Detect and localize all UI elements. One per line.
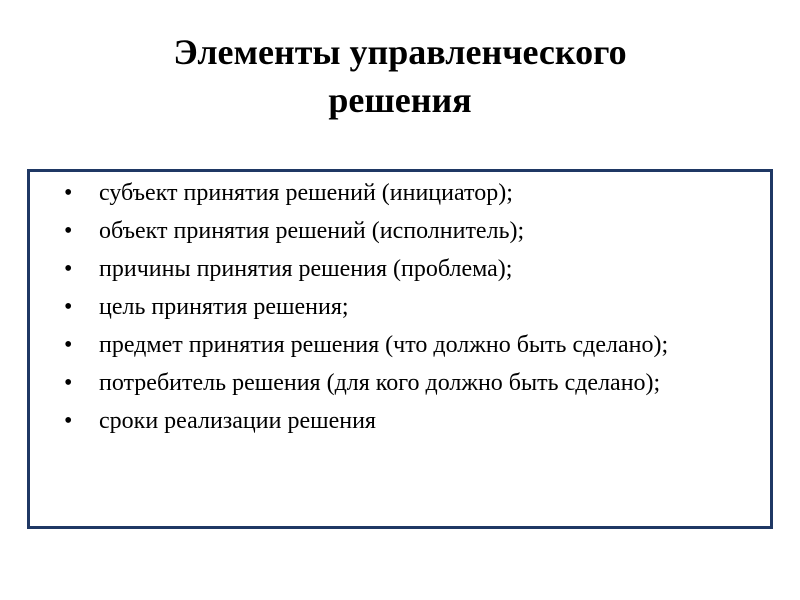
bullet-icon: • (64, 332, 73, 358)
list-item-text: предмет принятия решения (что должно быть сделано); (99, 332, 669, 358)
list-item-text: объект принятия решений (исполнитель); (99, 218, 525, 244)
bullet-icon: • (64, 370, 73, 396)
list-item (64, 294, 754, 320)
bullet-icon: • (64, 256, 73, 282)
list-item-text: цель принятия решения; (99, 294, 349, 320)
list-item (64, 332, 754, 358)
list-item (64, 408, 754, 434)
bullet-icon: • (64, 408, 73, 434)
slide-title-line-1: Элементы управленческого (173, 32, 627, 72)
list-item (64, 370, 754, 396)
list-item-text: потребитель решения (для кого должно быть сделано); (99, 370, 661, 396)
list-item (64, 218, 754, 244)
list-item (64, 180, 754, 206)
list-item (64, 256, 754, 282)
bullet-icon: • (64, 180, 73, 206)
bullet-icon: • (64, 218, 73, 244)
bullet-icon: • (64, 294, 73, 320)
list-item-text: субъект принятия решений (инициатор); (99, 180, 513, 206)
slide-title-line-2: решения (328, 80, 472, 120)
content-box (27, 169, 773, 529)
list-item-text: сроки реализации решения (99, 408, 376, 434)
bullet-list (64, 180, 754, 446)
list-item-text: причины принятия решения (проблема); (99, 256, 513, 282)
slide-title (0, 28, 800, 124)
